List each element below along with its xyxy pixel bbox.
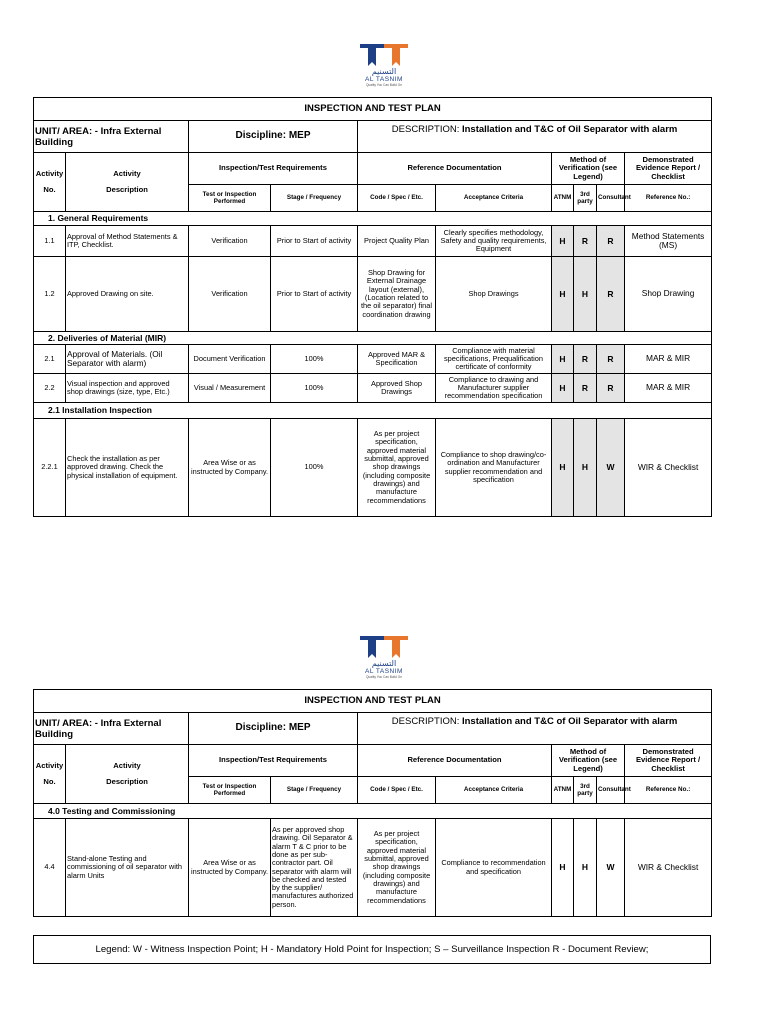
atnm-verification: H	[552, 257, 574, 332]
header-acceptance-criteria: Acceptance Criteria	[436, 185, 552, 212]
consultant-verification: W	[597, 419, 625, 517]
stage-frequency: 100%	[271, 374, 358, 403]
third-party-verification: H	[574, 819, 597, 917]
evidence-reference: WIR & Checklist	[625, 419, 712, 517]
activity-no: 2.1	[34, 345, 66, 374]
code-spec: Approved MAR & Specification	[358, 345, 436, 374]
legend-box	[33, 935, 711, 964]
atnm-verification: H	[552, 226, 574, 257]
al-tasnim-logo-icon	[354, 42, 414, 68]
test-performed: Area Wise or as instructed by Company.	[189, 419, 271, 517]
table-row	[34, 374, 712, 403]
header-reference-documentation: Reference Documentation	[358, 153, 552, 185]
itp-table-page-1	[33, 97, 712, 517]
table-row	[34, 419, 712, 517]
company-logo	[354, 42, 414, 88]
atnm-verification: H	[552, 374, 574, 403]
consultant-verification: R	[597, 345, 625, 374]
header-reference-no: Reference No.:	[625, 185, 712, 212]
al-tasnim-logo-icon	[354, 634, 414, 660]
third-party-verification: R	[574, 374, 597, 403]
test-performed: Area Wise or as instructed by Company.	[189, 819, 271, 917]
test-performed: Verification	[189, 226, 271, 257]
header-method-of-verification: Method of Verification (see Legend)	[552, 153, 625, 185]
activity-description: Visual inspection and approved shop drawings (size, type, Etc.)	[66, 374, 189, 403]
evidence-reference: Shop Drawing	[625, 257, 712, 332]
description-label: DESCRIPTION:	[391, 124, 460, 135]
table-row	[34, 345, 712, 374]
description-value: Installation and T&C of Oil Separator with alarm	[461, 716, 678, 727]
atnm-verification: H	[552, 345, 574, 374]
activity-description: Approval of Method Statements & ITP, Checklist.	[66, 226, 189, 257]
unit-area: UNIT/ AREA: - Infra External Building	[34, 713, 189, 745]
header-activity-description: Activity Description	[66, 153, 189, 212]
table-row	[34, 226, 712, 257]
header-test-performed: Test or Inspection Performed	[189, 185, 271, 212]
header-third-party: 3rd party	[574, 185, 597, 212]
code-spec: Approved Shop Drawings	[358, 374, 436, 403]
stage-frequency: Prior to Start of activity	[271, 257, 358, 332]
header-activity-no: Activity No.	[34, 745, 66, 804]
atnm-verification: H	[552, 419, 574, 517]
consultant-verification: R	[597, 374, 625, 403]
header-atnm: ATNM	[552, 185, 574, 212]
discipline: Discipline: MEP	[189, 121, 358, 153]
description-value: Installation and T&C of Oil Separator with alarm	[461, 124, 678, 135]
itp-table-page-2	[33, 689, 712, 917]
table-row	[34, 819, 712, 917]
legend-text: Legend: W - Witness Inspection Point; H - Mandatory Hold Point for Inspection; S – Surveillance Inspection R - Document Review;	[95, 944, 649, 955]
logo-arabic-text: التسنيم	[371, 67, 397, 76]
header-stage-frequency: Stage / Frequency	[271, 185, 358, 212]
discipline: Discipline: MEP	[189, 713, 358, 745]
activity-no: 2.2	[34, 374, 66, 403]
third-party-verification: R	[574, 226, 597, 257]
third-party-verification: R	[574, 345, 597, 374]
activity-description: Check the installation as per approved drawing. Check the physical installation of equipment.	[66, 419, 189, 517]
header-demonstrated-evidence: Demonstrated Evidence Report / Checklist	[625, 745, 712, 777]
stage-frequency: Prior to Start of activity	[271, 226, 358, 257]
activity-description: Approval of Materials. (Oil Separator with alarm)	[66, 345, 189, 374]
test-performed: Verification	[189, 257, 271, 332]
plan-title: INSPECTION AND TEST PLAN	[34, 690, 712, 713]
header-reference-documentation: Reference Documentation	[358, 745, 552, 777]
code-spec: As per project specification, approved material submittal, approved shop drawings (including composite drawings) and manufacture recommendations	[358, 819, 436, 917]
acceptance-criteria: Compliance to recommendation and specification	[436, 819, 552, 917]
atnm-verification: H	[552, 819, 574, 917]
activity-no: 1.1	[34, 226, 66, 257]
header-consultant: Consultant	[597, 777, 625, 804]
unit-area: UNIT/ AREA: - Infra External Building	[34, 121, 189, 153]
logo-arabic-text: التسنيم	[371, 659, 397, 668]
code-spec: Project Quality Plan	[358, 226, 436, 257]
section-installation-inspection: 2.1 Installation Inspection	[34, 403, 712, 419]
evidence-reference: Method Statements (MS)	[625, 226, 712, 257]
activity-description: Stand-alone Testing and commissioning of oil separator with alarm Units	[66, 819, 189, 917]
stage-frequency: 100%	[271, 345, 358, 374]
stage-frequency: 100%	[271, 419, 358, 517]
header-activity-no: Activity No.	[34, 153, 66, 212]
acceptance-criteria: Shop Drawings	[436, 257, 552, 332]
header-stage-frequency: Stage / Frequency	[271, 777, 358, 804]
header-test-performed: Test or Inspection Performed	[189, 777, 271, 804]
evidence-reference: MAR & MIR	[625, 374, 712, 403]
evidence-reference: MAR & MIR	[625, 345, 712, 374]
header-code-spec: Code / Spec / Etc.	[358, 777, 436, 804]
logo-company-name: AL TASNIM	[365, 76, 403, 83]
header-code-spec: Code / Spec / Etc.	[358, 185, 436, 212]
section-general-requirements: 1. General Requirements	[34, 212, 712, 226]
stage-frequency: As per approved shop drawing. Oil Separator & alarm T & C prior to be done as per sub-contractor part. Oil separator with alarm will be checked and tested by the supplier/ manufactures authorized person.	[271, 819, 358, 917]
section-testing-and-commissioning: 4.0 Testing and Commissioning	[34, 804, 712, 819]
header-activity-description: Activity Description	[66, 745, 189, 804]
acceptance-criteria: Clearly specifies methodology, Safety and quality requirements, Equipment	[436, 226, 552, 257]
header-atnm: ATNM	[552, 777, 574, 804]
table-row	[34, 257, 712, 332]
activity-no: 1.2	[34, 257, 66, 332]
third-party-verification: H	[574, 419, 597, 517]
header-third-party: 3rd party	[574, 777, 597, 804]
consultant-verification: W	[597, 819, 625, 917]
activity-description: Approved Drawing on site.	[66, 257, 189, 332]
consultant-verification: R	[597, 226, 625, 257]
description-label: DESCRIPTION:	[391, 716, 460, 727]
section-deliveries-of-material: 2. Deliveries of Material (MIR)	[34, 332, 712, 345]
plan-description	[358, 713, 712, 745]
header-reference-no: Reference No.:	[625, 777, 712, 804]
code-spec: Shop Drawing for External Drainage layout (external), (Location related to the oil separator) final coordination drawing	[358, 257, 436, 332]
third-party-verification: H	[574, 257, 597, 332]
activity-no: 2.2.1	[34, 419, 66, 517]
header-acceptance-criteria: Acceptance Criteria	[436, 777, 552, 804]
logo-tagline: Quality You Can Build On	[366, 675, 402, 679]
header-inspection-requirements: Inspection/Test Requirements	[189, 153, 358, 185]
header-demonstrated-evidence: Demonstrated Evidence Report / Checklist	[625, 153, 712, 185]
test-performed: Document Verification	[189, 345, 271, 374]
evidence-reference: WIR & Checklist	[625, 819, 712, 917]
header-consultant: Consultant	[597, 185, 625, 212]
acceptance-criteria: Compliance with material specifications, Prequalification certificate of conformity	[436, 345, 552, 374]
activity-no: 4.4	[34, 819, 66, 917]
acceptance-criteria: Compliance to shop drawing/co-ordination and Manufacturer supplier recommendation and specification	[436, 419, 552, 517]
header-inspection-requirements: Inspection/Test Requirements	[189, 745, 358, 777]
header-method-of-verification: Method of Verification (see Legend)	[552, 745, 625, 777]
company-logo	[354, 634, 414, 680]
consultant-verification: R	[597, 257, 625, 332]
logo-company-name: AL TASNIM	[365, 668, 403, 675]
logo-tagline: Quality You Can Build On	[366, 83, 402, 87]
plan-description	[358, 121, 712, 153]
acceptance-criteria: Compliance to drawing and Manufacturer supplier recommendation specification	[436, 374, 552, 403]
plan-title: INSPECTION AND TEST PLAN	[34, 98, 712, 121]
code-spec: As per project specification, approved material submittal, approved shop drawings (including composite drawings) and manufacture recommendations	[358, 419, 436, 517]
test-performed: Visual / Measurement	[189, 374, 271, 403]
